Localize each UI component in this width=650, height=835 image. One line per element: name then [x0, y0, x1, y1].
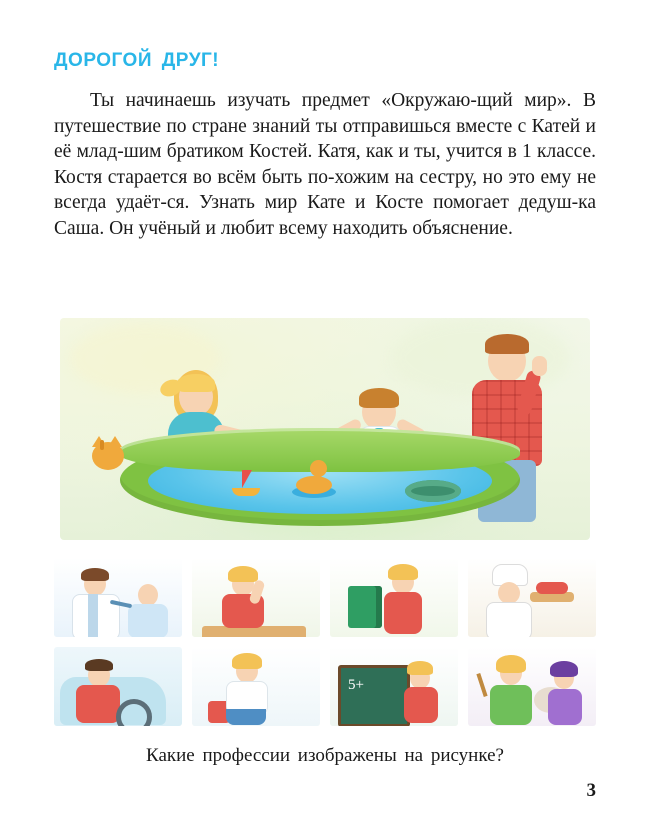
question-text: Какие профессии изображены на рисунке? — [146, 745, 504, 766]
page-number: 3 — [586, 780, 596, 801]
swim-ring — [405, 480, 461, 502]
pool-scene-illustration — [60, 318, 590, 540]
profession-cell-math-teacher — [330, 647, 458, 726]
chalk-text: 5+ — [348, 677, 364, 693]
profession-cell-doctor — [54, 558, 182, 637]
profession-cell-teacher — [192, 558, 320, 637]
profession-cell-cook — [468, 558, 596, 637]
blackboard — [338, 665, 410, 726]
rubber-duck — [296, 458, 332, 498]
profession-cell-artist — [468, 647, 596, 726]
book-icon — [348, 586, 382, 628]
intro-paragraph: Ты начинаешь изучать предмет «Окружаю-щий мир». В путешествие по стране знаний ты отправишься вместе с Катей и её млад-шим братиком Костей. Катя, как и ты, учится в 1 классе. Костя старается во всём быть по-хожим на сестру, но это ему не всегда удаёт-ся. Узнать мир Кате и Косте помогает дедуш-ка Саша. Он учёный и любит всему находить объяснение. — [54, 90, 596, 239]
cat — [86, 436, 134, 478]
toy-sailboat — [230, 470, 264, 496]
profession-cell-driver — [54, 647, 182, 726]
page-title: ДОРОГОЙ ДРУГ! — [54, 50, 220, 71]
profession-cell-librarian — [330, 558, 458, 637]
profession-cell-schoolgirl — [192, 647, 320, 726]
professions-grid — [54, 558, 596, 726]
